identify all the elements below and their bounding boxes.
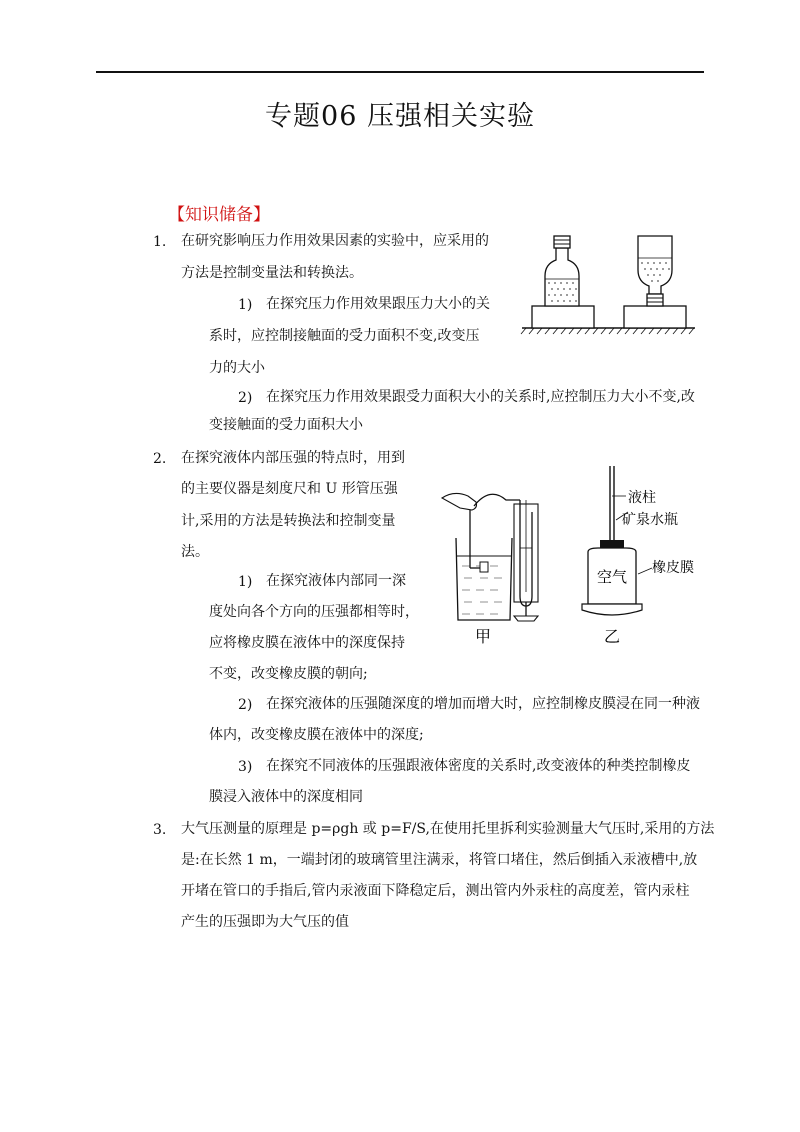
- subitem-text: 在探究不同液体的压强跟液体密度的关系时,改变液体的种类控制橡皮: [266, 758, 691, 774]
- label-bottle: 矿泉水瓶: [622, 512, 678, 528]
- subitem-number: 3): [238, 759, 253, 775]
- item-number: 3.: [153, 822, 167, 838]
- subitem-text: 膜浸入液体中的深度相同: [209, 789, 363, 805]
- subitem-number: 1): [238, 574, 253, 590]
- subitem-text: 在探究压力作用效果跟受力面积大小的关系时,应控制压力大小不变,改: [266, 389, 695, 405]
- subitem-number: 2): [238, 697, 253, 713]
- item-text: 是:在长然 1 m，一端封闭的玻璃管里注满汞，将管口堵住，然后倒插入汞液槽中,放: [181, 852, 698, 868]
- item-text: 法。: [181, 544, 209, 560]
- label-yi: 乙: [603, 627, 621, 646]
- item-text: 方法是控制变量法和转换法。: [181, 265, 363, 281]
- section-heading: 【知识储备】: [168, 205, 270, 225]
- subitem-text: 应将橡皮膜在液体中的深度保持: [209, 635, 405, 651]
- subitem-text: 在探究液体的压强随深度的增加而增大时，应控制橡皮膜浸在同一种液: [266, 696, 700, 712]
- subitem-number: 2): [238, 390, 253, 406]
- item-text: 产生的压强即为大气压的值: [181, 914, 349, 930]
- item-text: 大气压测量的原理是 p=ρgh 或 p=F/S,在使用托里拆利实验测量大气压时,采用的方法: [181, 821, 715, 837]
- item-number: 2.: [153, 451, 167, 467]
- item-text: 计,采用的方法是转换法和控制变量: [181, 513, 396, 529]
- label-jia: 甲: [474, 627, 492, 646]
- subitem-text: 在探究液体内部同一深: [266, 573, 406, 589]
- page-title: 专题06 压强相关实验: [265, 101, 535, 132]
- subitem-text: 力的大小: [209, 360, 265, 376]
- item-text: 开堵在管口的手指后,管内汞液面下降稳定后，测出管内外汞柱的高度差，管内汞柱: [181, 883, 690, 899]
- subitem-text: 在探究压力作用效果跟压力大小的关: [266, 296, 490, 312]
- top-rule: [96, 71, 704, 73]
- label-membrane: 橡皮膜: [652, 560, 694, 576]
- subitem-text: 变接触面的受力面积大小: [209, 417, 363, 433]
- label-column: 液柱: [628, 490, 656, 506]
- figure-bottles-on-sponge: [520, 228, 700, 340]
- label-air: 空气: [596, 568, 628, 586]
- subitem-text: 不变，改变橡皮膜的朝向;: [209, 666, 368, 682]
- item-text: 的主要仪器是刻度尺和 U 形管压强: [181, 481, 398, 497]
- figure-pressure-experiments: [430, 456, 705, 656]
- item-text: 在探究液体内部压强的特点时，用到: [181, 450, 405, 466]
- item-text: 在研究影响压力作用效果因素的实验中，应采用的: [181, 233, 489, 249]
- subitem-text: 体内，改变橡皮膜在液体中的深度;: [209, 727, 424, 743]
- item-number: 1.: [153, 234, 167, 250]
- subitem-text: 系时，应控制接触面的受力面积不变,改变压: [209, 328, 480, 344]
- subitem-number: 1): [238, 297, 253, 313]
- subitem-text: 度处向各个方向的压强都相等时，: [209, 604, 419, 620]
